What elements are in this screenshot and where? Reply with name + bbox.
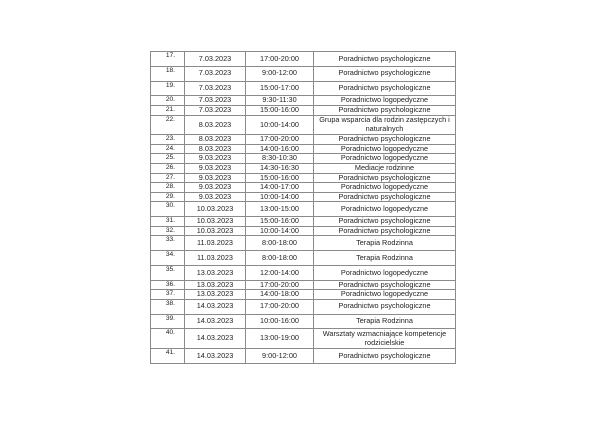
table-row (151, 290, 456, 300)
table-row (151, 299, 456, 314)
description-cell: Poradnictwo psychologiczne (314, 299, 456, 314)
row-number: 21. (151, 105, 185, 115)
table-row (151, 81, 456, 96)
date-cell: 13.03.2023 (185, 265, 246, 280)
schedule-table (150, 51, 456, 364)
date-cell: 9.03.2023 (185, 173, 246, 183)
description-cell: Poradnictwo logopedyczne (314, 202, 456, 217)
description-cell: Poradnictwo psychologiczne (314, 280, 456, 290)
time-cell: 14:30-16:30 (246, 163, 314, 173)
row-number: 34. (151, 251, 185, 266)
table-row (151, 236, 456, 251)
row-number: 23. (151, 135, 185, 145)
time-cell: 17:00-20:00 (246, 280, 314, 290)
date-cell: 7.03.2023 (185, 105, 246, 115)
table-row (151, 226, 456, 236)
description-cell: Poradnictwo logopedyczne (314, 96, 456, 106)
time-cell: 10:00-16:00 (246, 314, 314, 329)
row-number: 35. (151, 265, 185, 280)
date-cell: 10.03.2023 (185, 217, 246, 227)
date-cell: 7.03.2023 (185, 66, 246, 81)
date-cell: 8.03.2023 (185, 115, 246, 135)
description-cell: Poradnictwo psychologiczne (314, 52, 456, 67)
time-cell: 8:00-18:00 (246, 236, 314, 251)
date-cell: 7.03.2023 (185, 81, 246, 96)
date-cell: 8.03.2023 (185, 144, 246, 154)
table-row (151, 173, 456, 183)
row-number: 26. (151, 163, 185, 173)
table-row (151, 144, 456, 154)
description-cell: Mediacje rodzinne (314, 163, 456, 173)
table-row (151, 115, 456, 135)
time-cell: 17:00-20:00 (246, 52, 314, 67)
table-row (151, 192, 456, 202)
date-cell: 13.03.2023 (185, 290, 246, 300)
date-cell: 10.03.2023 (185, 202, 246, 217)
description-cell: Poradnictwo logopedyczne (314, 183, 456, 193)
date-cell: 11.03.2023 (185, 236, 246, 251)
time-cell: 15:00-16:00 (246, 217, 314, 227)
schedule-table-body (151, 52, 456, 364)
row-number: 29. (151, 192, 185, 202)
description-cell: Poradnictwo psychologiczne (314, 105, 456, 115)
table-row (151, 52, 456, 67)
time-cell: 9:00-12:00 (246, 66, 314, 81)
time-cell: 10:00-14:00 (246, 115, 314, 135)
table-row (151, 280, 456, 290)
date-cell: 9.03.2023 (185, 163, 246, 173)
row-number: 20. (151, 96, 185, 106)
date-cell: 9.03.2023 (185, 154, 246, 164)
row-number: 28. (151, 183, 185, 193)
description-cell: Poradnictwo psychologiczne (314, 192, 456, 202)
table-row (151, 202, 456, 217)
description-cell: Warsztaty wzmacniające kompetencje rodzicielskie (314, 329, 456, 349)
row-number: 39. (151, 314, 185, 329)
date-cell: 11.03.2023 (185, 251, 246, 266)
table-row (151, 251, 456, 266)
date-cell: 7.03.2023 (185, 52, 246, 67)
table-row (151, 163, 456, 173)
row-number: 38. (151, 299, 185, 314)
time-cell: 9:30-11:30 (246, 96, 314, 106)
date-cell: 8.03.2023 (185, 135, 246, 145)
time-cell: 10:00-14:00 (246, 192, 314, 202)
table-row (151, 183, 456, 193)
table-row (151, 349, 456, 364)
row-number: 27. (151, 173, 185, 183)
row-number: 18. (151, 66, 185, 81)
description-cell: Poradnictwo psychologiczne (314, 135, 456, 145)
description-cell: Poradnictwo logopedyczne (314, 265, 456, 280)
table-row (151, 135, 456, 145)
time-cell: 13:00-19:00 (246, 329, 314, 349)
time-cell: 15:00-16:00 (246, 105, 314, 115)
date-cell: 14.03.2023 (185, 329, 246, 349)
description-cell: Poradnictwo psychologiczne (314, 349, 456, 364)
date-cell: 14.03.2023 (185, 314, 246, 329)
time-cell: 17:00-20:00 (246, 299, 314, 314)
table-row (151, 154, 456, 164)
description-cell: Terapia Rodzinna (314, 251, 456, 266)
date-cell: 13.03.2023 (185, 280, 246, 290)
time-cell: 8:30-10:30 (246, 154, 314, 164)
time-cell: 12:00-14:00 (246, 265, 314, 280)
description-cell: Grupa wsparcia dla rodzin zastępczych i naturalnych (314, 115, 456, 135)
row-number: 33. (151, 236, 185, 251)
date-cell: 9.03.2023 (185, 183, 246, 193)
description-cell: Poradnictwo psychologiczne (314, 226, 456, 236)
description-cell: Poradnictwo logopedyczne (314, 154, 456, 164)
description-cell: Terapia Rodzinna (314, 236, 456, 251)
time-cell: 8:00-18:00 (246, 251, 314, 266)
time-cell: 14:00-18:00 (246, 290, 314, 300)
time-cell: 9:00-12:00 (246, 349, 314, 364)
date-cell: 10.03.2023 (185, 226, 246, 236)
row-number: 41. (151, 349, 185, 364)
description-cell: Poradnictwo logopedyczne (314, 290, 456, 300)
date-cell: 9.03.2023 (185, 192, 246, 202)
description-cell: Poradnictwo psychologiczne (314, 173, 456, 183)
time-cell: 15:00-17:00 (246, 81, 314, 96)
date-cell: 14.03.2023 (185, 349, 246, 364)
time-cell: 13:00-15:00 (246, 202, 314, 217)
row-number: 40. (151, 329, 185, 349)
row-number: 22. (151, 115, 185, 135)
table-row (151, 314, 456, 329)
description-cell: Poradnictwo psychologiczne (314, 217, 456, 227)
description-cell: Poradnictwo psychologiczne (314, 66, 456, 81)
description-cell: Poradnictwo logopedyczne (314, 144, 456, 154)
description-cell: Poradnictwo psychologiczne (314, 81, 456, 96)
date-cell: 7.03.2023 (185, 96, 246, 106)
table-row (151, 96, 456, 106)
table-row (151, 217, 456, 227)
description-cell: Terapia Rodzinna (314, 314, 456, 329)
time-cell: 14:00-17:00 (246, 183, 314, 193)
time-cell: 17:00-20:00 (246, 135, 314, 145)
table-row (151, 265, 456, 280)
table-row (151, 66, 456, 81)
row-number: 19. (151, 81, 185, 96)
row-number: 31. (151, 217, 185, 227)
time-cell: 10:00-14:00 (246, 226, 314, 236)
table-row (151, 105, 456, 115)
row-number: 32. (151, 226, 185, 236)
row-number: 17. (151, 52, 185, 67)
table-row (151, 329, 456, 349)
row-number: 37. (151, 290, 185, 300)
row-number: 25. (151, 154, 185, 164)
row-number: 36. (151, 280, 185, 290)
time-cell: 15:00-16:00 (246, 173, 314, 183)
row-number: 24. (151, 144, 185, 154)
row-number: 30. (151, 202, 185, 217)
date-cell: 14.03.2023 (185, 299, 246, 314)
time-cell: 14:00-16:00 (246, 144, 314, 154)
